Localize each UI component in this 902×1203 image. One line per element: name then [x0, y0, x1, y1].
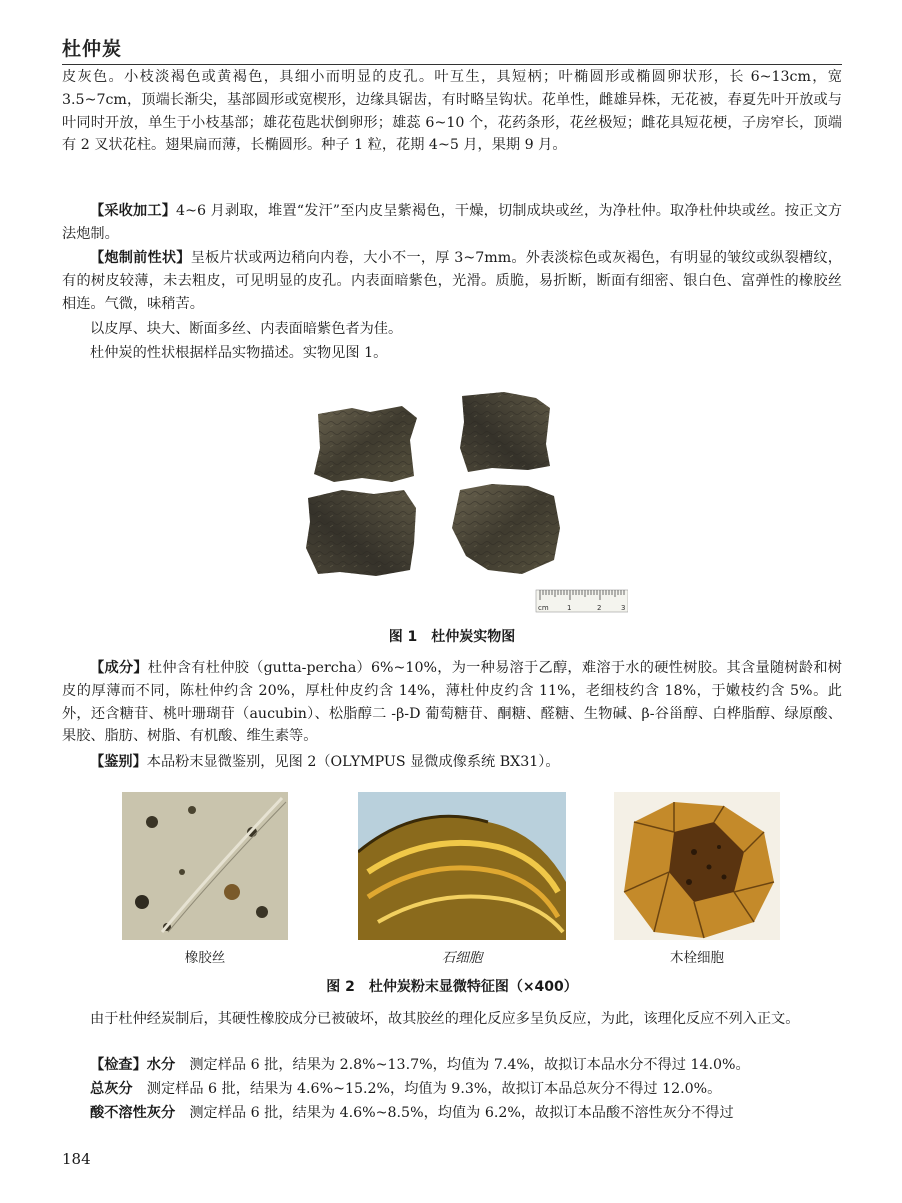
page-number: 184 [62, 1150, 91, 1168]
paragraph-reaction-note: 由于杜仲经炭制后，其硬性橡胶成分已被破坏，故其胶丝的理化反应多呈负反应，为此，该理化反应不列入正文。 [90, 1011, 800, 1027]
paragraph-harvest [62, 200, 842, 246]
panel-label-cork-cells: 木栓细胞 [670, 950, 724, 966]
paragraph-acid-insoluble-ash [62, 1102, 842, 1125]
header-title: 杜仲炭 [62, 38, 123, 60]
paragraph-total-ash [62, 1078, 842, 1101]
micrograph-rubber-threads [122, 792, 288, 940]
figure1-caption: 图 1 杜仲炭实物图 [388, 629, 516, 645]
paragraph-description: 皮灰色。小枝淡褐色或黄褐色，具细小而明显的皮孔。叶互生，具短柄；叶椭圆形或椭圆卵状形，长 6~13cm，宽 3.5~7cm，顶端长渐尖，基部圆形或宽楔形，边缘具锯齿，有时略呈钩状。花单性，雌雄异株，无花被，春夏先叶开放或与叶同时开放，单生于小枝基部；雄花苞匙状倒卵形；雄蕊 6~10 个，花药条形，花丝极短；雌花具短花梗，子房窄长，顶端有 2 叉状花柱。翅果扁而薄，长椭圆形。种子 1 粒，花期 4~5 月，果期 9 月。 [62, 69, 842, 154]
text-total-ash: 测定样品 6 批，结果为 4.6%~15.2%，均值为 9.3%，故拟订本品总灰分不得过 12.0%。 [146, 1081, 722, 1097]
paragraph-identification [62, 751, 842, 774]
text-moisture: 测定样品 6 批，结果为 2.8%~13.7%，均值为 7.4%，故拟订本品水分不得过 14.0%。 [189, 1057, 750, 1073]
ruler-tick-3: 3 [621, 604, 626, 612]
bark-piece-top-left [314, 406, 417, 482]
text-harvest: 4~6 月剥取，堆置“发汗”至内皮呈紫褐色，干燥，切制成块或丝，为净杜仲。取净杜仲块或丝。按正文方法炮制。 [62, 203, 842, 242]
keyword-moisture: 【检查】水分 [90, 1057, 176, 1073]
text-identification: 本品粉末显微鉴别，见图 2（OLYMPUS 显微成像系统 BX31）。 [146, 754, 560, 770]
keyword-components: 【成分】 [90, 660, 148, 676]
text-acid-insoluble-ash: 测定样品 6 批，结果为 4.6%~8.5%，均值为 6.2%，故拟订本品酸不溶性灰分不得过 [189, 1105, 734, 1121]
paragraph-quality: 以皮厚、块大、断面多丝、内表面暗紫色者为佳。 [90, 321, 403, 337]
ruler-tick-1: 1 [567, 604, 572, 612]
text-components: 杜仲含有杜仲胶（gutta-percha）6%~10%，为一种易溶于乙醇，难溶于水的硬性树胶。其含量随树龄和树皮的厚薄而不同，陈杜仲约含 20%，厚杜仲皮约含 14%，薄杜仲皮约含 11%，老细枝约含 18%，于嫩枝约含 5%。此外，还含糖苷、桃叶珊瑚苷（aucubin）、松脂醇二 -β-D 葡萄糖苷、酮糖、醛糖、生物碱、β-谷甾醇、白桦脂醇、绿原酸、果胶、脂肪、树脂、有机酸、维生素等。 [62, 660, 842, 745]
panel-label-stone-cells: 石细胞 [441, 950, 483, 966]
keyword-acid-insoluble-ash: 酸不溶性灰分 [90, 1105, 176, 1121]
ruler-tick-2: 2 [597, 604, 602, 612]
bark-piece-bottom-right [452, 484, 560, 574]
paragraph-sample-note: 杜仲炭的性状根据样品实物描述。实物见图 1。 [90, 345, 388, 361]
micrograph-stone-cells [358, 792, 566, 940]
bark-piece-bottom-left [306, 490, 416, 576]
keyword-total-ash: 总灰分 [90, 1081, 133, 1097]
paragraph-moisture [62, 1054, 842, 1077]
keyword-harvest: 【采收加工】 [90, 203, 177, 219]
keyword-properties: 【炮制前性状】 [90, 250, 191, 266]
running-header [62, 30, 842, 65]
paragraph-properties [62, 247, 842, 315]
paragraph-components [62, 657, 842, 748]
scale-ruler [536, 590, 628, 612]
figure2-caption: 图 2 杜仲炭粉末显微特征图（×400） [326, 979, 578, 995]
figure1-photo [292, 378, 628, 614]
micrograph-cork-cells [614, 792, 780, 940]
keyword-identification: 【鉴别】 [90, 754, 147, 770]
ruler-unit: cm [538, 604, 549, 612]
panel-label-rubber-threads: 橡胶丝 [184, 950, 226, 966]
text-properties: 呈板片状或两边稍向内卷，大小不一，厚 3~7mm。外表淡棕色或灰褐色，有明显的皱纹或纵裂槽纹，有的树皮较薄，未去粗皮，可见明显的皮孔。内表面暗紫色，光滑。质脆，易折断，断面有细密、银白色、富弹性的橡胶丝相连。气微，味稍苦。 [62, 250, 842, 312]
bark-piece-top-right [460, 392, 550, 472]
